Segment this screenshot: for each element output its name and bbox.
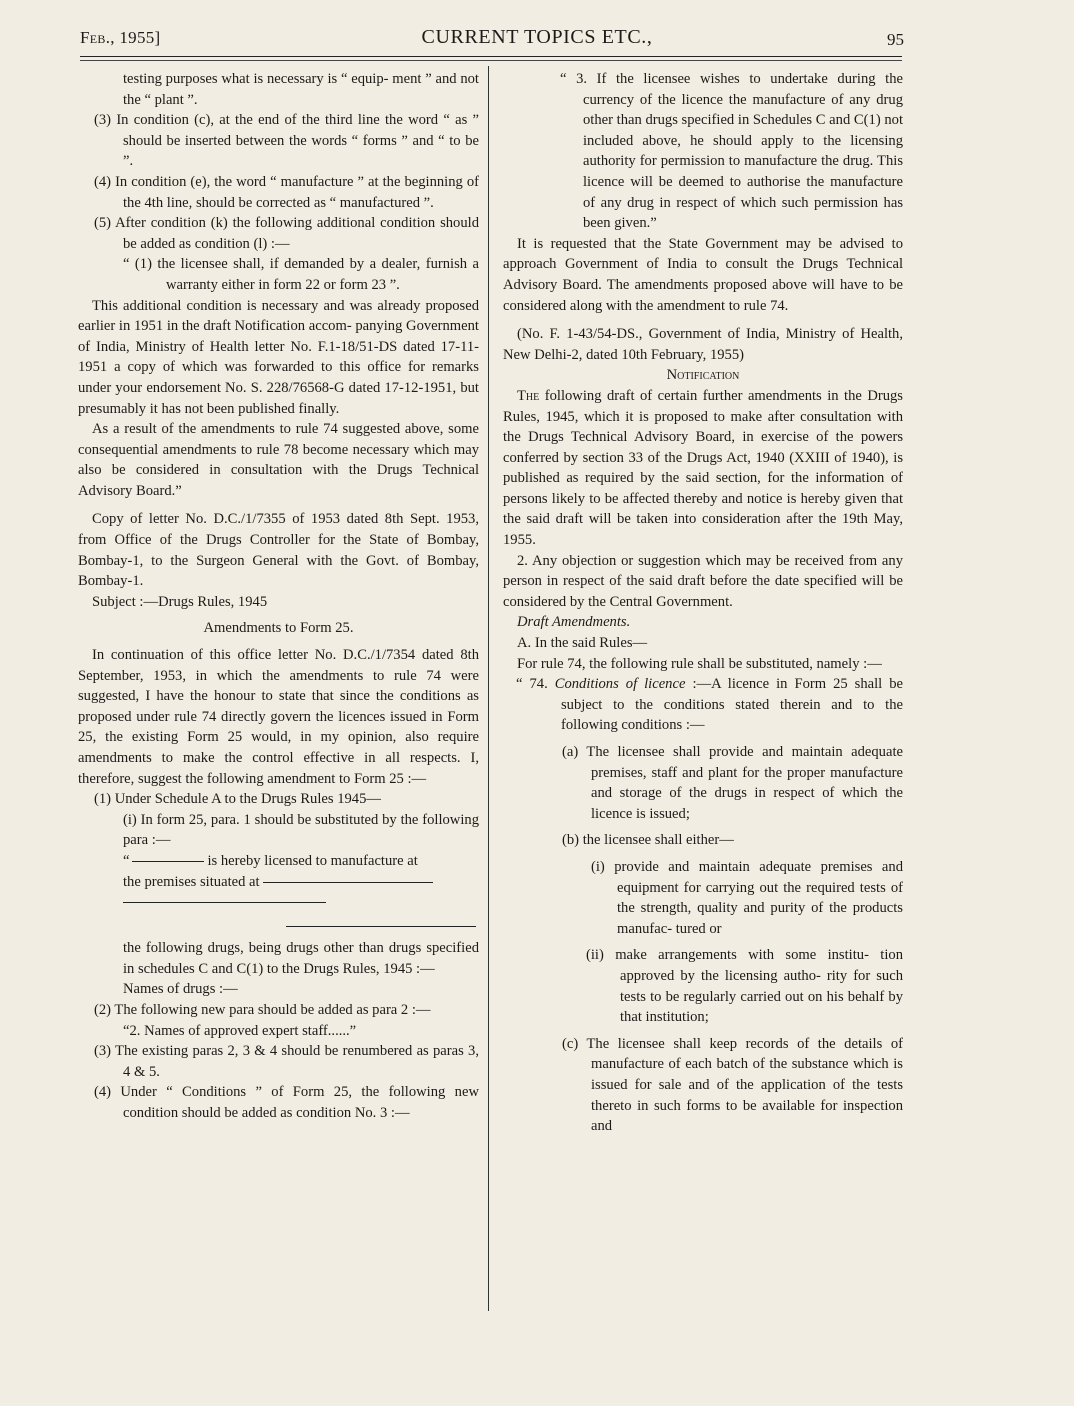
- numbered-item: (4) Under “ Conditions ” of Form 25, the following new condition should be added as condition No. 3 :—: [94, 1084, 479, 1121]
- numbered-item: (1) Under Schedule A to the Drugs Rules 1945—: [94, 791, 381, 808]
- draft-heading: Draft Amendments.: [517, 614, 631, 631]
- header-rule: [80, 56, 902, 57]
- paragraph: Copy of letter No. D.C./1/7355 of 1953 dated 8th Sept. 1953, from Office of the Drugs Controller for the State of Bombay, Bombay-1, to the Surgeon General with the Govt. of Bombay, Bombay-1.: [78, 511, 479, 590]
- paragraph: For rule 74, the following rule shall be substituted, namely :—: [517, 655, 882, 672]
- paragraph: (No. F. 1-43/54-DS., Government of India, Ministry of Health, New Delhi-2, dated 10th February, 1955): [503, 326, 903, 363]
- section-heading: Amendments to Form 25.: [203, 620, 354, 637]
- numbered-item: (3) In condition (c), at the end of the third line the word “ as ” should be inserted between the words “ forms ” and “ to be ”.: [94, 112, 479, 170]
- condition-item: (a) The licensee shall provide and maintain adequate premises, staff and plant for the proper manufacture and storage of the drugs in respect of which the licence is issued;: [562, 744, 903, 822]
- subject-line: Subject :—Drugs Rules, 1945: [92, 593, 268, 610]
- numbered-item: (2) The following new para should be added as para 2 :—: [94, 1001, 431, 1018]
- numbered-item: “ (1) the licensee shall, if demanded by a dealer, furnish a warranty either in form 22 or form 23 ”.: [123, 256, 479, 293]
- paragraph: the following drugs, being drugs other than drugs specified in schedules C and C(1) to the Drugs Rules, 1945 :—: [123, 940, 479, 977]
- quoted-line: “2. Names of approved expert staff......”: [123, 1022, 357, 1039]
- condition-item: (c) The licensee shall keep records of the details of manufacture of each batch of the substance which is issued for sale and of the application of the tests thereto in such forms to be available for inspection and: [562, 1035, 904, 1135]
- rule-heading: “ 74. Conditions of licence :—A licence in Form 25 shall be subject to the conditions stated therein and to the following conditions :—: [516, 676, 903, 734]
- sub-item: (i) In form 25, para. 1 should be substituted by the following para :—: [123, 811, 479, 849]
- right-column: [503, 69, 903, 1137]
- numbered-item: (3) The existing paras 2, 3 & 4 should be renumbered as paras 3, 4 & 5.: [94, 1043, 479, 1080]
- notification-heading: Notification: [666, 367, 740, 384]
- paragraph: The following draft of certain further amendments in the Drugs Rules, 1945, which it is proposed to make after consultation with the Drugs Technical Advisory Board, in exercise of the powers conferred by section 33 of the Drugs Act, 1940 (XXIII of 1940), is published as required by the said section, for the information of persons likely to be affected thereby and notice is hereby given that the said draft will be taken into consideration after the 19th May, 1955.: [503, 387, 903, 549]
- paragraph: In continuation of this office letter No. D.C./1/7354 dated 8th September, 1953, in which the amendments to rule 74 were suggested, I have the honour to state that since the conditions as proposed under rule 74 directly govern the licences issued in Form 25, the existing Form 25 would, in my opinion, also require amendments to make the control effective in all respects. I, therefore, suggest the following amendment to Form 25 :—: [78, 647, 479, 787]
- paragraph: 2. Any objection or suggestion which may be received from any person in respect of the said draft before the date specified will be considered by the Central Government.: [503, 552, 903, 610]
- form-line: “ is hereby licensed to manufacture at: [123, 852, 418, 869]
- paragraph: Names of drugs :—: [123, 981, 238, 998]
- header-title: CURRENT TOPICS ETC.,: [421, 26, 653, 48]
- page-number: 95: [887, 30, 904, 49]
- header-date: Feb., 1955]: [80, 28, 161, 47]
- left-column: [78, 69, 479, 1124]
- paragraph: testing purposes what is necessary is “ equip- ment ” and not the “ plant ”.: [123, 71, 479, 108]
- numbered-item: “ 3. If the licensee wishes to undertake during the currency of the licence the manufacture of any drug other than drugs specified in Schedules C and C(1) not included above, he should apply to the licensing authority for permission to manufacture the drug. This licence will be deemed to authorise the manufacture of any drug in respect of which such permission has been given.”: [560, 71, 903, 232]
- condition-item: (b) the licensee shall either—: [562, 832, 734, 849]
- condition-subitem: (i) provide and maintain adequate premises and equipment for carrying out the required tests of the strength, quality and purity of the products manufac- tured or: [591, 858, 903, 937]
- header-rule-thin: [80, 60, 902, 61]
- form-blank-lines: [78, 892, 479, 914]
- column-divider: [488, 66, 489, 1311]
- form-line: the premises situated at: [78, 872, 479, 893]
- numbered-item: (4) In condition (e), the word “ manufacture ” at the beginning of the 4th line, should be corrected as “ manufactured ”.: [94, 173, 479, 211]
- paragraph: As a result of the amendments to rule 74 suggested above, some consequential amendments to rule 78 become necessary which may also be considered in consultation with the Drugs Technical Advisory Board.”: [78, 421, 479, 499]
- paragraph: It is requested that the State Government may be advised to approach Government of India to consult the Drugs Technical Advisory Board. The amendments proposed above will have to be considered along with the amendment to rule 74.: [503, 235, 903, 314]
- numbered-item: (5) After condition (k) the following additional condition should be added as condition (l) :—: [94, 215, 480, 252]
- condition-subitem: (ii) make arrangements with some institu- tion approved by the licensing autho- rity for such tests to be regularly carried out on his behalf by that institution;: [586, 947, 903, 1026]
- paragraph: This additional condition is necessary and was already proposed earlier in 1951 in the draft Notification accom- panying Government of India, Ministry of Health letter No. F.1-18/51-DS dated 17-11-1951 a copy of which was forwarded to this office for remarks under your endorsement No. S. 228/76568-G dated 17-12-1951, but presumably it has not been published finally.: [78, 297, 479, 417]
- paragraph: A. In the said Rules—: [517, 635, 648, 652]
